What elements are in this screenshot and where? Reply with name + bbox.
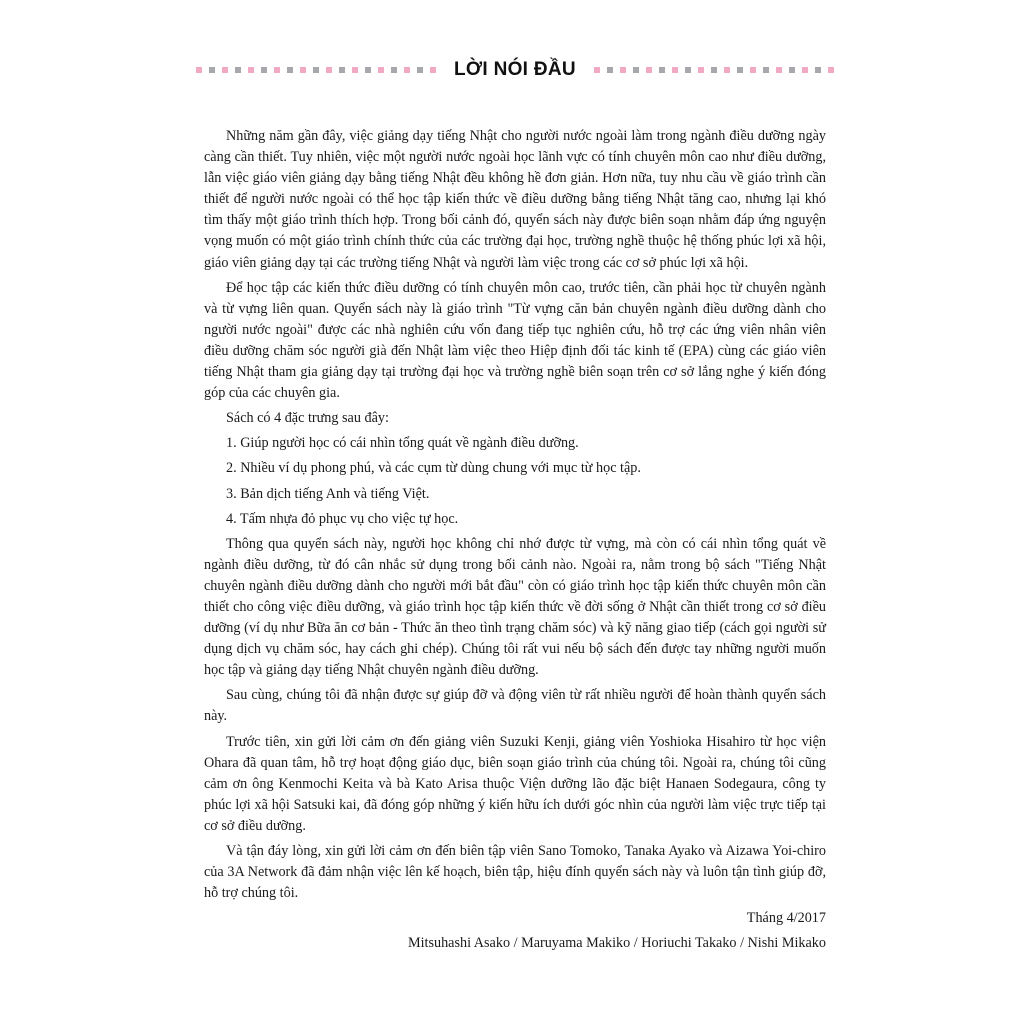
header-dot <box>672 67 678 73</box>
header-dot <box>802 67 808 73</box>
feature-item: 1. Giúp người học có cái nhìn tổng quát về ngành điều dưỡng. <box>226 435 579 452</box>
header-dot <box>352 67 358 73</box>
header-dot <box>235 67 241 73</box>
header-dot <box>222 67 228 73</box>
paragraph: Sách có 4 đặc trưng sau đây: <box>226 410 389 427</box>
header-dot <box>659 67 665 73</box>
header-dot <box>685 67 691 73</box>
header-dot <box>607 67 613 73</box>
header-dot <box>300 67 306 73</box>
header-dot <box>339 67 345 73</box>
header-dot <box>261 67 267 73</box>
header-dots-right <box>594 67 834 73</box>
feature-item: 3. Bản dịch tiếng Anh và tiếng Việt. <box>226 485 430 502</box>
header-dot <box>646 67 652 73</box>
feature-item: 4. Tấm nhựa đỏ phục vụ cho việc tự học. <box>226 510 459 527</box>
header-dot <box>724 67 730 73</box>
header-dot <box>594 67 600 73</box>
header-dot <box>274 67 280 73</box>
header-dot <box>828 67 834 73</box>
header-dot <box>196 67 202 73</box>
header-dot <box>404 67 410 73</box>
header-dot <box>248 67 254 73</box>
header-dot <box>209 67 215 73</box>
header-dot <box>633 67 639 73</box>
feature-item: 2. Nhiều ví dụ phong phú, và các cụm từ dùng chung với mục từ học tập. <box>226 460 641 477</box>
header-dot <box>326 67 332 73</box>
header-dot <box>417 67 423 73</box>
preface-body <box>204 126 826 958</box>
signature-date: Tháng 4/2017 <box>746 910 826 927</box>
signature-authors: Mitsuhashi Asako / Maruyama Makiko / Horiuchi Takako / Nishi Mikako <box>407 935 826 952</box>
header-dot <box>776 67 782 73</box>
header-dot <box>430 67 436 73</box>
header-dot <box>750 67 756 73</box>
paragraph: Những năm gần đây, việc giảng dạy tiếng Nhật cho người nước ngoài làm trong ngành điều dưỡng ngày càng cần thiết. Tuy nhiên, việc một người nước ngoài học lãnh vực có tính chuyên môn cao như điều dưỡng, lẫn việc giáo viên giảng dạy bằng tiếng Nhật đều không hề đơn giản. Hơn nữa, tuy nhu cầu về giáo trình cần thiết để người nước ngoài có thể học tập kiến thức về điều dưỡng bằng tiếng Nhật tăng cao, nhưng lại khó tìm thấy một giáo trình thích hợp. Trong bối cảnh đó, quyển sách này được biên soạn nhằm đáp ứng nguyện vọng muốn có một giáo trình chính thức của các trường đại học, trường nghề thuộc hệ thống phúc lợi xã hội, giáo viên giảng dạy tại các trường tiếng Nhật và người làm việc trong các cơ sở phúc lợi xã hội. <box>204 128 826 271</box>
page-title: LỜI NÓI ĐẦU <box>454 59 576 80</box>
header-dot <box>391 67 397 73</box>
header-dot <box>698 67 704 73</box>
header-dot <box>815 67 821 73</box>
header-dot <box>378 67 384 73</box>
paragraph: Và tận đáy lòng, xin gửi lời cảm ơn đến biên tập viên Sano Tomoko, Tanaka Ayako và Aizawa Yoi-chiro của 3A Network đã đảm nhận việc lên kế hoạch, biên tập, hiệu đính quyển sách này và luôn tận tình giúp đỡ, hỗ trợ chúng tôi. <box>204 843 826 902</box>
header-dot <box>287 67 293 73</box>
header-dot <box>313 67 319 73</box>
header-dot <box>763 67 769 73</box>
paragraph: Sau cùng, chúng tôi đã nhận được sự giúp đỡ và động viên từ rất nhiều người để hoàn thành quyển sách này. <box>204 687 826 725</box>
header-dot <box>711 67 717 73</box>
header-dot <box>789 67 795 73</box>
paragraph: Trước tiên, xin gửi lời cảm ơn đến giảng viên Suzuki Kenji, giảng viên Yoshioka Hisahiro từ học viện Ohara đã quan tâm, hỗ trợ hoạt động giáo dục, biên soạn giáo trình của chúng tôi. Ngoài ra, chúng tôi cũng cảm ơn ông Kenmochi Keita và bà Kato Arisa thuộc Viện dưỡng lão đặc biệt Hanaen Sodegaura, công ty phúc lợi xã hội Satsuki kai, đã đóng góp những ý kiến hữu ích dưới góc nhìn của người làm việc trực tiếp tại cơ sở điều dưỡng. <box>204 733 826 834</box>
header-dots-left <box>196 67 436 73</box>
header-dot <box>737 67 743 73</box>
header-dot <box>365 67 371 73</box>
header-dot <box>620 67 626 73</box>
paragraph: Thông qua quyển sách này, người học không chỉ nhớ được từ vựng, mà còn có cái nhìn tổng quát về ngành điều dưỡng, từ đó cân nhắc sử dụng trong bối cảnh nào. Ngoài ra, nằm trong bộ sách "Tiếng Nhật chuyên ngành điều dưỡng dành cho người mới bắt đầu" còn có giáo trình học tập kiến thức chuyên môn cần thiết cho công việc điều dưỡng, và giáo trình học tập kiến thức về đời sống ở Nhật cần thiết trong cơ sở điều dưỡng (ví dụ như Bữa ăn cơ bản - Thức ăn theo tình trạng chăm sóc) và kỹ năng giao tiếp (cách gọi người sử dụng dịch vụ chăm sóc, hay cách ghi chép). Chúng tôi rất vui nếu bộ sách đến được tay những người muốn học tập và giảng dạy tiếng Nhật chuyên ngành điều dưỡng. <box>204 535 826 679</box>
page-header <box>196 56 828 84</box>
paragraph: Để học tập các kiến thức điều dưỡng có tính chuyên môn cao, trước tiên, cần phải học từ chuyên ngành và từ vựng liên quan. Quyển sách này là giáo trình "Từ vựng căn bản chuyên ngành điều dưỡng dành cho người nước ngoài" được các nhà nghiên cứu vốn đang tiếp tục nghiên cứu, hỗ trợ các ứng viên nhân viên điều dưỡng chăm sóc người già đến Nhật làm việc theo Hiệp định đối tác kinh tế (EPA) cùng các giáo viên tiếng Nhật tham gia giảng dạy tại trường đại học và trường nghề biên soạn trên cơ sở lắng nghe ý kiến đóng góp của các chuyên gia. <box>204 279 826 402</box>
